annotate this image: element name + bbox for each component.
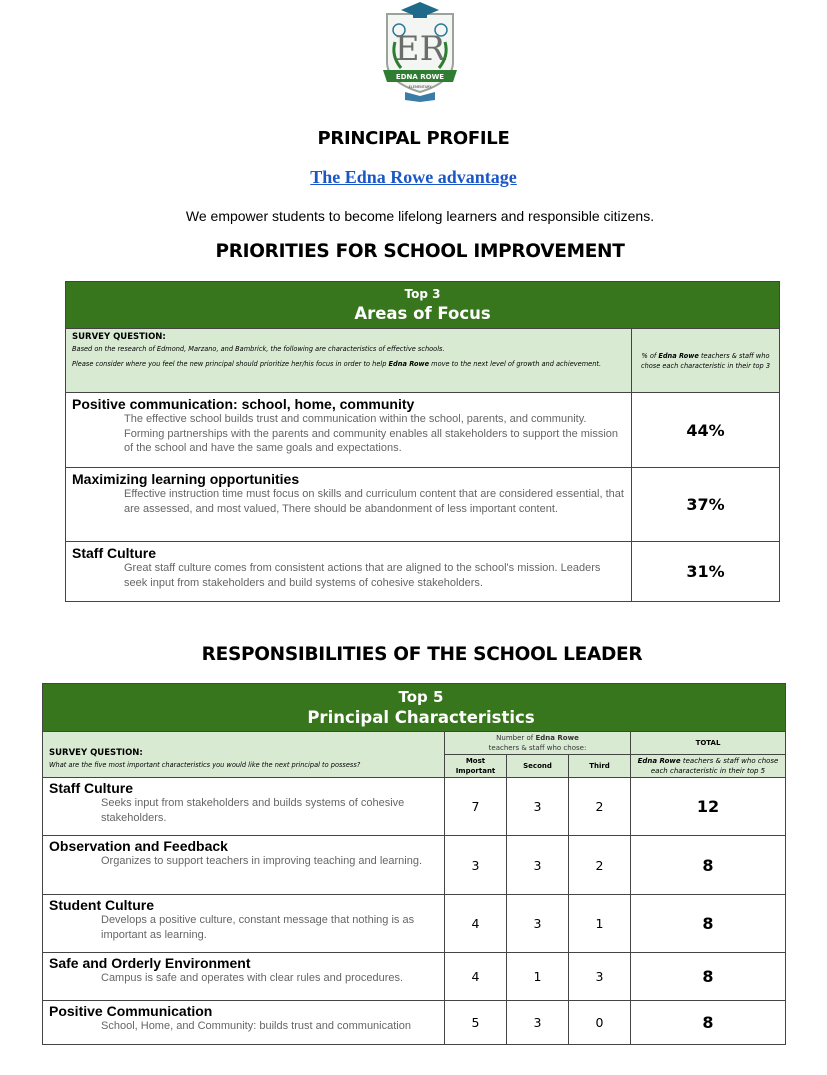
mission-statement: We empower students to become lifelong learners and responsible citizens. bbox=[185, 208, 655, 224]
survey-question-cell bbox=[43, 732, 445, 778]
total-count: 8 bbox=[631, 1001, 786, 1045]
table-title-top5: Top 5 bbox=[398, 687, 444, 706]
most-important-count: 3 bbox=[445, 836, 507, 895]
characteristic-title: Positive Communication bbox=[49, 1003, 213, 1019]
principal-characteristics-header bbox=[43, 684, 786, 732]
responsibilities-section-title: RESPONSIBILITIES OF THE SCHOOL LEADER bbox=[201, 644, 643, 665]
total-count: 8 bbox=[631, 836, 786, 895]
school-crest-logo bbox=[377, 0, 463, 102]
table-title-top3: Top 3 bbox=[404, 287, 441, 301]
focus-row-title: Staff Culture bbox=[72, 545, 156, 561]
focus-row-description: Great staff culture comes from consistent actions that are aligned to the school's mission. Leaders seek input from stakeholders and build systems of cohesive stakeholders. bbox=[124, 562, 601, 589]
characteristic-row bbox=[43, 1001, 786, 1045]
most-important-count: 4 bbox=[445, 953, 507, 1001]
survey-question-text-2: Please consider where you feel the new principal should prioritize her/his focus in order to help Edna Rowe move to the next level of growth and achievement. bbox=[72, 360, 602, 368]
third-count: 1 bbox=[569, 895, 631, 953]
focus-row bbox=[66, 468, 780, 542]
characteristic-title: Observation and Feedback bbox=[49, 838, 228, 854]
third-count: 2 bbox=[569, 778, 631, 836]
characteristic-description: Organizes to support teachers in improving teaching and learning. bbox=[101, 855, 423, 867]
characteristic-title: Staff Culture bbox=[49, 780, 133, 796]
third-count: 0 bbox=[569, 1001, 631, 1045]
focus-row-description: The effective school builds trust and communication within the school, parents, and community. Forming partnerships with the parents and community enables all stakeholders to support the mission of the school and have the same goals and expectations. bbox=[124, 413, 619, 454]
survey-question-text: What are the five most important characteristics you would like the next principal to possess? bbox=[49, 760, 361, 769]
characteristic-description: School, Home, and Community: builds trust and communication bbox=[101, 1020, 411, 1032]
second-count: 1 bbox=[507, 953, 569, 1001]
areas-of-focus-header bbox=[66, 282, 780, 329]
page-title: PRINCIPAL PROFILE bbox=[317, 128, 510, 149]
characteristic-row bbox=[43, 778, 786, 836]
characteristic-title: Student Culture bbox=[49, 897, 154, 913]
third-count: 3 bbox=[569, 953, 631, 1001]
advantage-link[interactable]: The Edna Rowe advantage bbox=[310, 167, 517, 187]
focus-row-description: Effective instruction time must focus on skills and curriculum content that are considered essential, that are assessed, and most valued, There should be abandonment of less important content. bbox=[124, 488, 624, 515]
table-title-areas: Areas of Focus bbox=[354, 304, 491, 323]
svg-text:ER: ER bbox=[394, 29, 446, 69]
total-count: 8 bbox=[631, 895, 786, 953]
total-column-header: TOTAL bbox=[631, 732, 786, 755]
characteristic-row bbox=[43, 895, 786, 953]
total-count: 8 bbox=[631, 953, 786, 1001]
characteristic-title: Safe and Orderly Environment bbox=[49, 955, 251, 971]
advantage-link-row bbox=[0, 167, 827, 188]
total-column-subheader: Edna Rowe teachers & staff who chose each characteristic in their top 5 bbox=[631, 755, 786, 778]
focus-row-title: Positive communication: school, home, community bbox=[72, 396, 415, 412]
principal-characteristics-table bbox=[42, 683, 786, 1045]
characteristic-description: Seeks input from stakeholders and builds systems of cohesive stakeholders. bbox=[101, 797, 405, 824]
most-important-count: 4 bbox=[445, 895, 507, 953]
second-column-header: Second bbox=[507, 755, 569, 778]
count-group-header: Number of Edna Rowe teachers & staff who chose: bbox=[445, 732, 631, 755]
focus-row bbox=[66, 542, 780, 602]
svg-text:EDNA ROWE: EDNA ROWE bbox=[395, 73, 445, 81]
focus-row-percent: 31% bbox=[632, 542, 780, 602]
survey-question-cell bbox=[66, 329, 632, 393]
survey-question-label: SURVEY QUESTION: bbox=[49, 747, 143, 758]
second-count: 3 bbox=[507, 895, 569, 953]
focus-row bbox=[66, 393, 780, 468]
third-column-header: Third bbox=[569, 755, 631, 778]
characteristic-row bbox=[43, 836, 786, 895]
characteristic-description: Develops a positive culture, constant message that nothing is as important as learning. bbox=[101, 914, 415, 941]
focus-row-percent: 44% bbox=[632, 393, 780, 468]
table-title-characteristics: Principal Characteristics bbox=[307, 707, 535, 727]
most-important-count: 7 bbox=[445, 778, 507, 836]
most-important-count: 5 bbox=[445, 1001, 507, 1045]
second-count: 3 bbox=[507, 836, 569, 895]
areas-of-focus-table bbox=[65, 281, 780, 602]
characteristic-row bbox=[43, 953, 786, 1001]
focus-row-percent: 37% bbox=[632, 468, 780, 542]
percent-column-header: % of Edna Rowe teachers & staff who chose each characteristic in their top 3 bbox=[632, 329, 780, 393]
second-count: 3 bbox=[507, 1001, 569, 1045]
second-count: 3 bbox=[507, 778, 569, 836]
focus-row-title: Maximizing learning opportunities bbox=[72, 471, 300, 487]
svg-text:ELEMENTARY: ELEMENTARY bbox=[408, 85, 432, 89]
survey-question-label: SURVEY QUESTION: bbox=[72, 332, 166, 342]
most-important-column-header: Most Important bbox=[445, 755, 507, 778]
total-count: 12 bbox=[631, 778, 786, 836]
characteristic-description: Campus is safe and operates with clear rules and procedures. bbox=[101, 972, 404, 984]
survey-question-text-1: Based on the research of Edmond, Marzano, and Bambrick, the following are characteristics of effective schools. bbox=[72, 345, 445, 353]
third-count: 2 bbox=[569, 836, 631, 895]
priorities-section-title: PRIORITIES FOR SCHOOL IMPROVEMENT bbox=[215, 241, 625, 262]
